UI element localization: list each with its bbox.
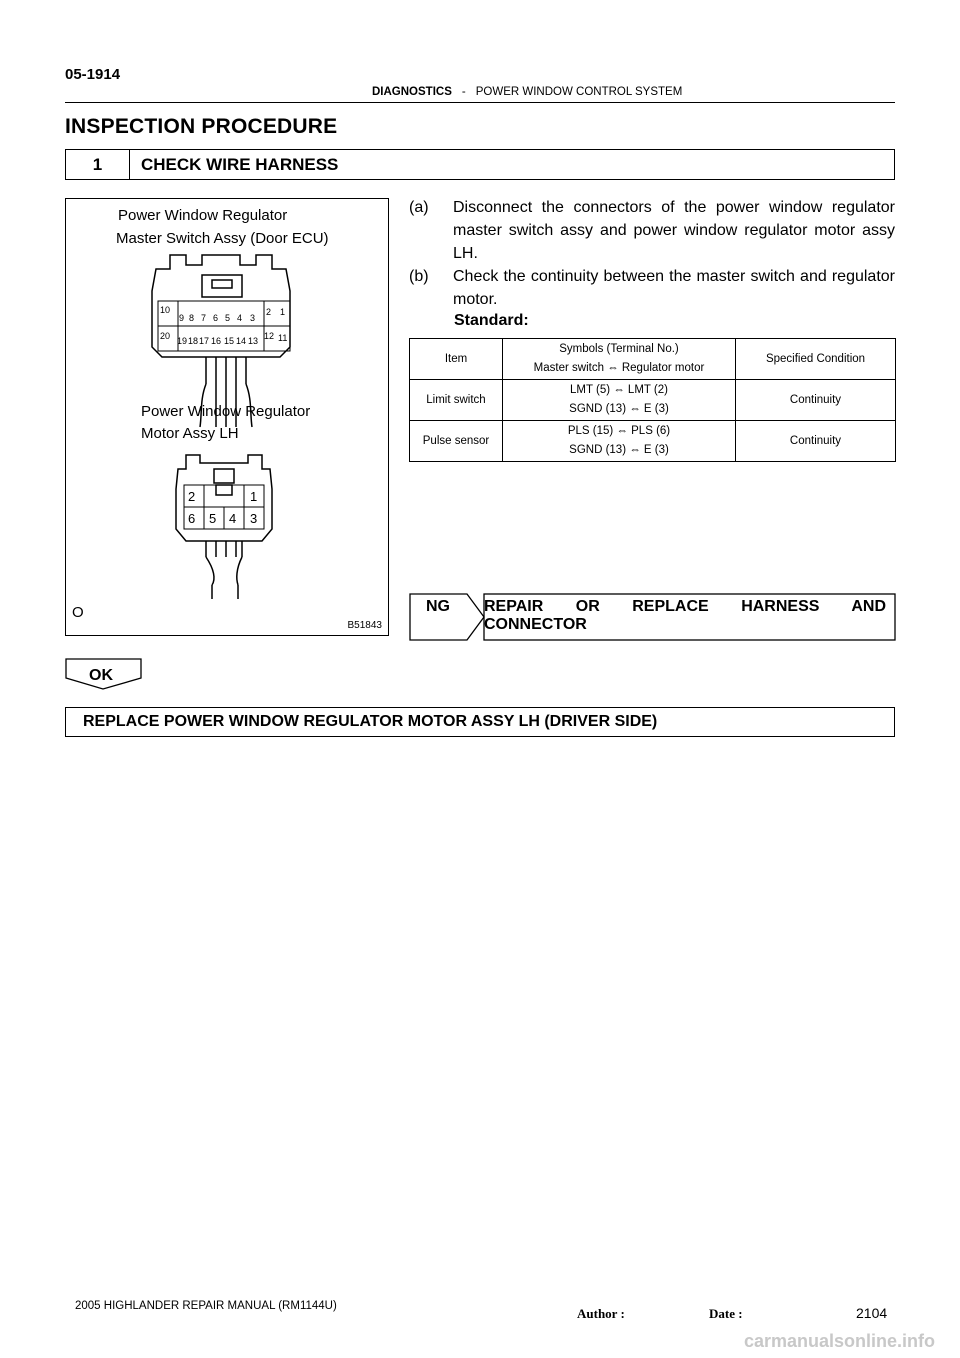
pin-19: 19 xyxy=(177,336,188,346)
cell-symbol-line: SGND (13) ⇔ E (3) xyxy=(569,444,669,456)
col-header-symbols xyxy=(503,339,736,380)
step-number: 1 xyxy=(66,150,130,179)
author-label: Author : xyxy=(577,1306,625,1321)
pin-m1: 1 xyxy=(250,489,258,504)
cell-item: Limit switch xyxy=(410,380,503,421)
ng-action-line1: REPAIR OR REPLACE HARNESS AND xyxy=(484,598,886,615)
pin-20: 20 xyxy=(160,331,171,341)
page-number: 2104 xyxy=(856,1305,888,1321)
footer-manual: 2005 HIGHLANDER REPAIR MANUAL (RM1144U) xyxy=(75,1300,337,1312)
pin-18: 18 xyxy=(188,336,199,346)
pin-2: 2 xyxy=(266,307,272,317)
instruction-b-text: Check the continuity between the master switch and regulator motor. xyxy=(453,268,895,308)
final-action-box xyxy=(65,707,895,737)
table-row xyxy=(410,421,896,462)
ng-label: NG xyxy=(426,598,450,615)
pin-11: 11 xyxy=(278,333,288,343)
final-action-text: REPLACE POWER WINDOW REGULATOR MOTOR ASSY LH (DRIVER SIDE) xyxy=(83,713,658,730)
cell-item: Pulse sensor xyxy=(410,421,503,462)
pin-m5: 5 xyxy=(209,511,217,526)
instruction-b xyxy=(409,265,895,313)
pin-5: 5 xyxy=(225,313,231,323)
cell-symbols xyxy=(503,380,736,421)
cell-symbol-line: SGND (13) ⇔ E (3) xyxy=(569,403,669,415)
ng-action xyxy=(484,598,886,634)
pin-6: 6 xyxy=(213,313,219,323)
cell-condition: Continuity xyxy=(736,380,896,421)
pin-8: 8 xyxy=(189,313,195,323)
table-row xyxy=(410,380,896,421)
connector2-label-line1: Power Window Regulator xyxy=(141,403,311,420)
pin-3: 3 xyxy=(250,313,256,323)
connector-figure xyxy=(65,198,389,636)
pin-9: 9 xyxy=(179,313,185,323)
cell-symbols xyxy=(503,421,736,462)
spec-table xyxy=(409,338,896,462)
table-header-row xyxy=(410,339,896,380)
corner-mark: O xyxy=(72,604,84,621)
instruction-a-text: Disconnect the connectors of the power window regulator master switch assy and power window regulator motor assy LH. xyxy=(453,199,895,262)
page-code: 05-1914 xyxy=(65,66,121,83)
date-label: Date : xyxy=(709,1306,743,1321)
header-section: DIAGNOSTICS xyxy=(372,86,452,98)
pin-4: 4 xyxy=(237,313,243,323)
header-separator: - xyxy=(461,86,466,98)
col-header-symbols-line1: Symbols (Terminal No.) xyxy=(559,343,679,355)
watermark: carmanualsonline.info xyxy=(744,1331,936,1351)
pin-7: 7 xyxy=(201,313,207,323)
pin-16: 16 xyxy=(211,336,222,346)
ng-action-line2: CONNECTOR xyxy=(484,616,587,633)
motor-connector xyxy=(176,455,272,599)
cell-symbol-line: PLS (15) ⇔ PLS (6) xyxy=(567,425,671,437)
pin-10: 10 xyxy=(160,305,171,315)
instruction-a xyxy=(409,196,895,268)
figure-id: B51843 xyxy=(347,620,382,631)
standard-label: Standard: xyxy=(454,312,529,329)
running-header xyxy=(372,86,682,98)
pin-17: 17 xyxy=(199,336,210,346)
pin-14: 14 xyxy=(236,336,247,346)
col-header-condition: Specified Condition xyxy=(736,339,896,380)
pin-m2: 2 xyxy=(188,489,196,504)
connector2-label-line2: Motor Assy LH xyxy=(141,425,239,442)
pin-1: 1 xyxy=(280,307,286,317)
step-title: CHECK WIRE HARNESS xyxy=(141,154,339,174)
cell-condition: Continuity xyxy=(736,421,896,462)
pin-m3: 3 xyxy=(250,511,258,526)
instruction-a-label: (a) xyxy=(409,199,429,216)
pin-m4: 4 xyxy=(229,511,237,526)
page-title: INSPECTION PROCEDURE xyxy=(65,115,338,138)
header-subsection: POWER WINDOW CONTROL SYSTEM xyxy=(475,86,683,98)
instruction-b-label: (b) xyxy=(409,268,429,285)
connector1-label-line2: Master Switch Assy (Door ECU) xyxy=(116,230,329,247)
col-header-item: Item xyxy=(410,339,503,380)
connector1-label-line1: Power Window Regulator xyxy=(118,207,288,224)
col-header-symbols-line2: Master switch ⇔ Regulator motor xyxy=(533,362,705,374)
cell-symbol-line: LMT (5) ⇔ LMT (2) xyxy=(570,384,668,396)
pin-12: 12 xyxy=(264,331,275,341)
pin-m6: 6 xyxy=(188,511,196,526)
header-rule xyxy=(65,102,895,103)
pin-15: 15 xyxy=(224,336,235,346)
pin-13: 13 xyxy=(248,336,259,346)
step-header xyxy=(65,149,895,180)
ok-label: OK xyxy=(89,667,113,684)
